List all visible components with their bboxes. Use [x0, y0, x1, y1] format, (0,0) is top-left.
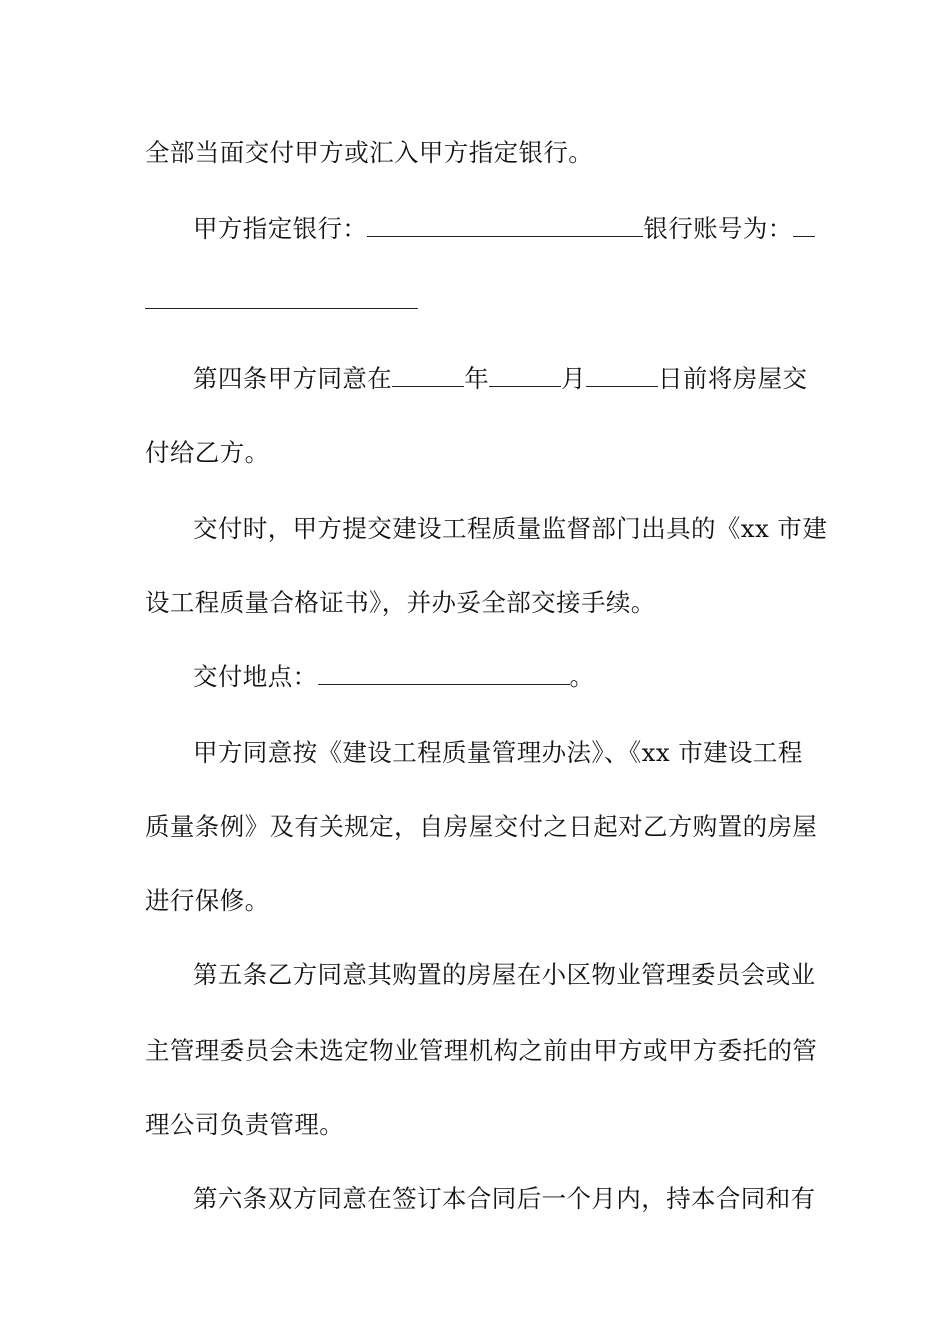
text: 日前将房屋交 — [658, 364, 808, 393]
account-blank[interactable] — [145, 308, 418, 309]
paragraph-line — [145, 586, 825, 620]
year-label: 年 — [464, 364, 490, 393]
month-label: 月 — [561, 364, 587, 393]
paragraph-line — [145, 810, 825, 844]
bank-blank[interactable] — [367, 214, 643, 237]
paragraph-line — [193, 1182, 873, 1216]
text: 交付时，甲方提交建设工程质量监督部门出具的《xx 市建 — [193, 514, 828, 543]
paragraph-line — [193, 512, 873, 546]
bank-line — [193, 212, 873, 246]
paragraph-line — [145, 136, 825, 170]
text: 第四条甲方同意在 — [193, 364, 393, 393]
article-4-line — [193, 362, 873, 396]
place-blank[interactable] — [318, 662, 570, 685]
month-blank[interactable] — [489, 364, 561, 387]
text: 质量条例》及有关规定，自房屋交付之日起对乙方购置的房屋 — [145, 812, 818, 841]
text: 第五条乙方同意其购置的房屋在小区物业管理委员会或业 — [193, 960, 816, 989]
paragraph-line — [193, 736, 873, 770]
place-label: 交付地点： — [193, 662, 318, 691]
text: 进行保修。 — [145, 886, 270, 915]
paragraph-line — [145, 1108, 825, 1142]
delivery-place-line — [193, 660, 873, 694]
year-blank[interactable] — [392, 364, 464, 387]
paragraph-line — [145, 1034, 825, 1068]
text: 。 — [569, 662, 595, 691]
text: 理公司负责管理。 — [145, 1110, 345, 1139]
paragraph-line — [145, 436, 825, 470]
text: 甲方同意按《建设工程质量管理办法》、《xx 市建设工程 — [193, 738, 803, 767]
bank-label: 甲方指定银行： — [193, 214, 368, 243]
text: 第六条双方同意在签订本合同后一个月内，持本合同和有 — [193, 1184, 816, 1213]
day-blank[interactable] — [586, 364, 658, 387]
paragraph-line — [145, 884, 825, 918]
text: 主管理委员会未选定物业管理机构之前由甲方或甲方委托的管 — [145, 1036, 818, 1065]
text: 付给乙方。 — [145, 438, 270, 467]
account-label: 银行账号为： — [643, 214, 793, 243]
account-blank-start[interactable] — [793, 214, 815, 237]
paragraph-line — [193, 958, 873, 992]
text: 设工程质量合格证书》，并办妥全部交接手续。 — [145, 588, 656, 617]
text: 全部当面交付甲方或汇入甲方指定银行。 — [145, 138, 594, 167]
